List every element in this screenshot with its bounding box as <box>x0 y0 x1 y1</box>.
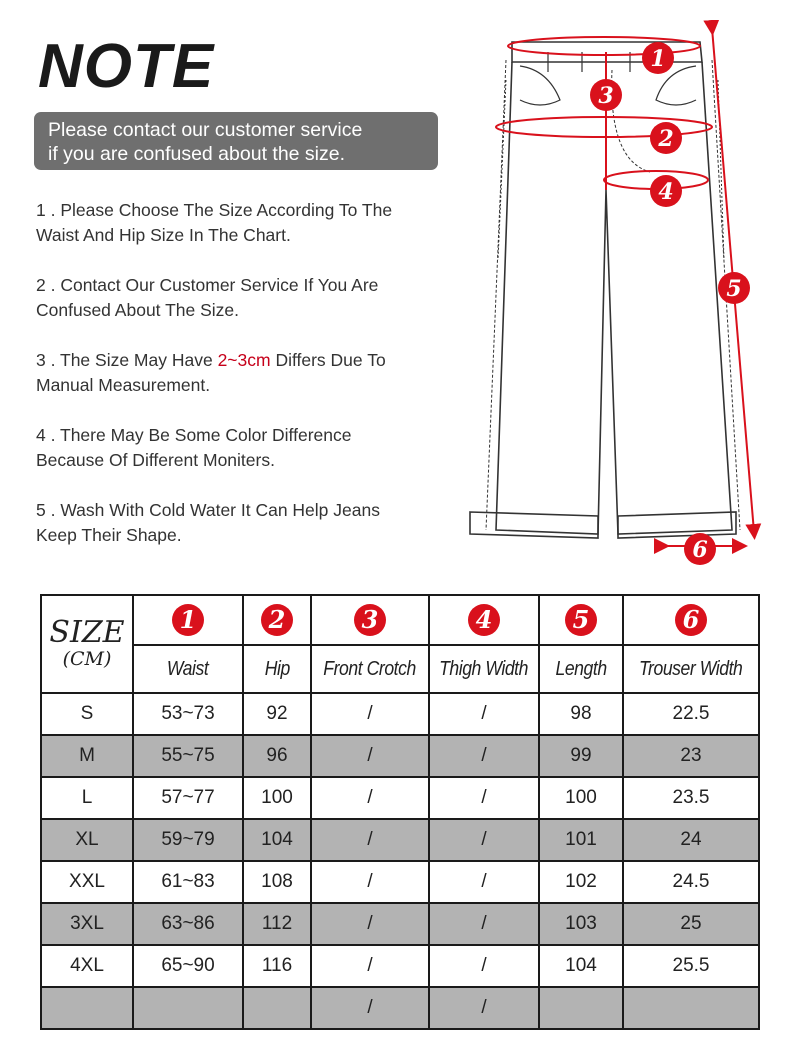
value-cell: 102 <box>539 861 623 903</box>
note-3-post: Differs Due To <box>270 350 386 370</box>
value-cell: / <box>311 987 429 1029</box>
col-header-trouser-width-label: Trouser Width <box>639 657 743 680</box>
value-cell: 98 <box>539 693 623 735</box>
col-header-thigh-width <box>429 645 539 693</box>
marker-1-label: 1 <box>650 46 666 72</box>
note-4-line-1: 4 . There May Be Some Color Difference <box>36 425 352 445</box>
col-number-4 <box>429 595 539 645</box>
value-cell: 24 <box>623 819 759 861</box>
number-4-icon: 4 <box>468 604 500 636</box>
col-header-length <box>539 645 623 693</box>
value-cell <box>243 987 311 1029</box>
value-cell: 96 <box>243 735 311 777</box>
value-cell: 101 <box>539 819 623 861</box>
value-cell: / <box>429 693 539 735</box>
value-cell: 57~77 <box>133 777 243 819</box>
table-header-row <box>41 645 759 693</box>
table-row <box>41 777 759 819</box>
value-cell: 99 <box>539 735 623 777</box>
col-number-1 <box>133 595 243 645</box>
value-cell: 23 <box>623 735 759 777</box>
contact-banner <box>34 112 438 170</box>
marker-6-label: 6 <box>692 537 708 563</box>
value-cell: / <box>311 693 429 735</box>
value-cell: / <box>311 903 429 945</box>
marker-2-label: 2 <box>658 126 674 152</box>
value-cell: / <box>429 987 539 1029</box>
number-6-icon: 6 <box>675 604 707 636</box>
value-cell: / <box>429 903 539 945</box>
note-2-line-2: Confused About The Size. <box>36 300 240 320</box>
jeans-measurement-diagram <box>460 20 780 575</box>
unit-label: (CM) <box>62 648 112 670</box>
marker-5-label: 5 <box>726 276 742 302</box>
size-cell: XXL <box>41 861 133 903</box>
value-cell: 25 <box>623 903 759 945</box>
col-number-6 <box>623 595 759 645</box>
value-cell: 63~86 <box>133 903 243 945</box>
col-number-2 <box>243 595 311 645</box>
note-1-line-1: 1 . Please Choose The Size According To The <box>36 200 393 220</box>
size-cell <box>41 987 133 1029</box>
value-cell: / <box>311 861 429 903</box>
value-cell: / <box>311 819 429 861</box>
value-cell: / <box>429 735 539 777</box>
value-cell: 24.5 <box>623 861 759 903</box>
value-cell <box>623 987 759 1029</box>
size-cell: 4XL <box>41 945 133 987</box>
size-cell: 3XL <box>41 903 133 945</box>
number-2-icon: 2 <box>261 604 293 636</box>
value-cell <box>133 987 243 1029</box>
number-1-icon: 1 <box>172 604 204 636</box>
col-header-waist <box>133 645 243 693</box>
size-cell: L <box>41 777 133 819</box>
value-cell: / <box>429 777 539 819</box>
banner-line-2: if you are confused about the size. <box>48 143 346 165</box>
note-3-pre: 3 . The Size May Have <box>36 350 218 370</box>
value-cell: 104 <box>539 945 623 987</box>
value-cell: 55~75 <box>133 735 243 777</box>
table-row <box>41 861 759 903</box>
size-cell: S <box>41 693 133 735</box>
value-cell: 92 <box>243 693 311 735</box>
number-3-icon: 3 <box>354 604 386 636</box>
value-cell: / <box>311 777 429 819</box>
col-header-hip-label: Hip <box>264 657 290 680</box>
value-cell: / <box>311 945 429 987</box>
value-cell: / <box>429 861 539 903</box>
note-4-line-2: Because Of Different Moniters. <box>36 450 275 470</box>
col-header-waist-label: Waist <box>167 657 209 680</box>
col-header-length-label: Length <box>555 657 607 680</box>
value-cell: 25.5 <box>623 945 759 987</box>
value-cell: 23.5 <box>623 777 759 819</box>
value-cell: 112 <box>243 903 311 945</box>
value-cell: 108 <box>243 861 311 903</box>
note-5-line-1: 5 . Wash With Cold Water It Can Help Jeans <box>36 500 380 520</box>
note-2-line-1: 2 . Contact Our Customer Service If You Are <box>36 275 379 295</box>
note-item-1 <box>36 198 456 248</box>
value-cell: / <box>311 735 429 777</box>
size-header-cell <box>41 595 133 693</box>
note-5-line-2: Keep Their Shape. <box>36 525 182 545</box>
note-item-2 <box>36 273 456 323</box>
value-cell: / <box>429 945 539 987</box>
size-chart-table <box>40 594 760 1030</box>
col-number-5 <box>539 595 623 645</box>
size-cell: M <box>41 735 133 777</box>
value-cell: 100 <box>539 777 623 819</box>
col-header-front-crotch <box>311 645 429 693</box>
note-item-3 <box>36 348 456 398</box>
table-row <box>41 735 759 777</box>
value-cell: 116 <box>243 945 311 987</box>
col-header-thigh-width-label: Thigh Width <box>439 657 529 680</box>
note-3-line-1 <box>36 348 456 373</box>
value-cell: 100 <box>243 777 311 819</box>
note-item-4 <box>36 423 456 473</box>
table-row <box>41 945 759 987</box>
banner-line-1: Please contact our customer service <box>48 119 363 141</box>
value-cell: 103 <box>539 903 623 945</box>
table-row <box>41 819 759 861</box>
note-3-highlight: 2~3cm <box>217 350 271 370</box>
marker-3-label: 3 <box>598 83 614 109</box>
note-1-line-2: Waist And Hip Size In The Chart. <box>36 225 291 245</box>
marker-4-label: 4 <box>658 179 674 205</box>
size-cell: XL <box>41 819 133 861</box>
table-number-row <box>41 595 759 645</box>
value-cell: / <box>429 819 539 861</box>
value-cell: 59~79 <box>133 819 243 861</box>
note-item-5 <box>36 498 456 548</box>
value-cell: 53~73 <box>133 693 243 735</box>
note-3-line-2: Manual Measurement. <box>36 375 211 395</box>
size-label: SIZE <box>49 615 125 650</box>
col-header-hip <box>243 645 311 693</box>
value-cell: 65~90 <box>133 945 243 987</box>
table-row <box>41 693 759 735</box>
value-cell: 61~83 <box>133 861 243 903</box>
table-row <box>41 903 759 945</box>
table-row <box>41 987 759 1029</box>
value-cell <box>539 987 623 1029</box>
note-title: NOTE <box>38 32 215 101</box>
col-number-3 <box>311 595 429 645</box>
col-header-trouser-width <box>623 645 759 693</box>
notes-list <box>36 198 456 573</box>
value-cell: 104 <box>243 819 311 861</box>
col-header-front-crotch-label: Front Crotch <box>323 657 417 680</box>
number-5-icon: 5 <box>565 604 597 636</box>
value-cell: 22.5 <box>623 693 759 735</box>
